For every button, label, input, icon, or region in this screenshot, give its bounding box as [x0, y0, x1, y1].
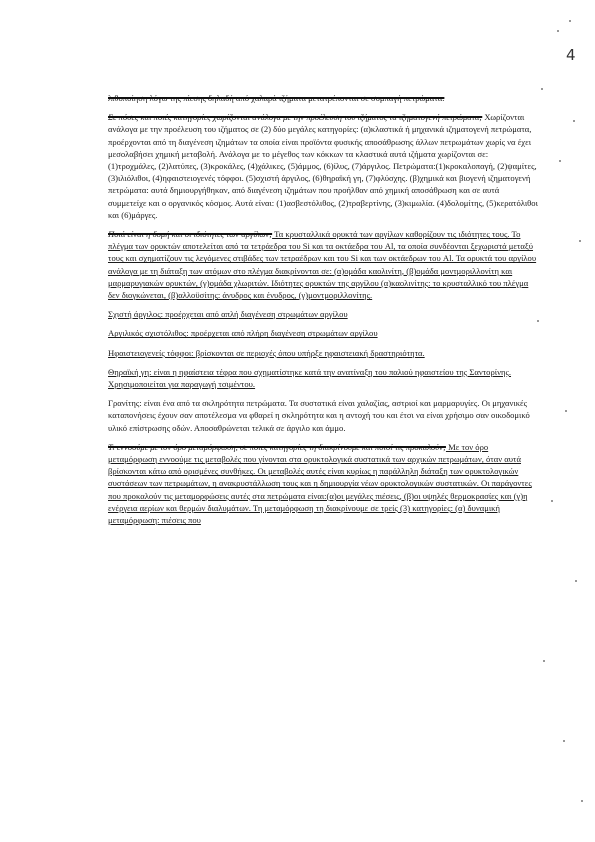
paragraph-text: Με τον όρο μεταμόρφωση εννοούμε τις μεταβολές που γίνονται στα ορυκτολογικά συστατικά των αρχικών πετρωμάτων, όταν αυτά βρίσκονται κάτω από ορισμένες συνθήκες. Οι μεταβολές αυτές είναι κυρίως η παράλληλη διάταξη των ορυκτολογικών συστάσεων των πετρωμάτων, η ανακρυστάλλωση τους και η δημιουργία νέων ορυκτολογικών συστατικών. Οι παράγοντες που προκαλούν τις μεταμορφώσεις αυτές στα πετρώματα είναι:(α)οι μεγάλες πιέσεις, (β)οι υψηλές θερμοκρασίες και (γ)η ενέργεια αερίων και θερμών διαλυμάτων. Τη μεταμόρφωση τη διακρίνουμε σε τρείς (3) κατηγορίες: (α) δυναμική μεταμόρφωση: πιέσεις που [108, 441, 532, 526]
scan-edge-noise [529, 0, 589, 842]
paragraph-text: Σχιστή άργιλος: προέρχεται από απλή διαγένεση στρωμάτων αργίλου [108, 309, 348, 320]
paragraph [108, 366, 538, 390]
scan-speck [557, 30, 559, 32]
scan-speck [559, 160, 561, 162]
scan-speck [543, 660, 545, 662]
paragraph-text: Αργιλικός σχιστόλιθος: προέρχεται από πλήρη διαγένεση στρωμάτων αργίλου [108, 328, 378, 339]
paragraph [108, 111, 538, 221]
paragraph-text: Θηραϊκή γη: είναι η ηφαίστεια τέφρα που σχηματίστηκε κατά την ανατίναξη του παλιού ηφαιστείου της Σαντορίνης. Χρησιμοποιείται για παραγωγή τσιμέντου. [108, 366, 512, 390]
document-body [108, 92, 538, 533]
paragraph-text: Χωρίζονται ανάλογα με την προέλευση του ιζήματος σε (2) δύο μεγάλες κατηγορίες: (α)κλαστικά ή μηχανικά ιζηματογενή πετρώματα, προέρχονται από τη διαγένεση ιζημάτων τα οποία είναι προϊόντα φυσικής αποσάθρωσης άλλων πετρωμάτων χωρίς να έχει μεσολαβήσει χημική μεταβολή. Ανάλογα με το μέγεθος των κόκκων τα κλαστικά αυτά ιζήματα χωρίζονται σε: (1)τροχμάλες, (2)λατύπες, (3)κροκάλες, (4)χάλικες, (5)άμμος, (6)ίλυς, (7)άργιλος. Πετρώματα:(1)κροκαλοπαγή, (2)ψαμίτες, (3)ιλιόλιθοι, (4)ηφαιστειογενές τόφφοι. (5)σχιστή άργιλος, (6)θηραϊκή γη, (7)φλύσχης. (β)χημικά και βιογενή ιζηματογενή πετρώματα: αυτά δημιουργήθηκαν, από διαγένεση ιζημάτων που προήλθαν από χημική αποσάθρωση και σε αυτά συμμετείχε και ο οργανικός κόσμος. Αυτά είναι: (1)ασβεστόλιθος, (2)τραβερτίνης, (3)κιμωλία. (4)δολομίτης, (5)κερατόλιθοι και (6)μάργες. [108, 112, 538, 220]
paragraph [108, 92, 538, 104]
question-heading: Σε πόσες και ποιές κατηγορίες χωρίζονται ανάλογα με την προέλευση του ιζήματος τα ιζηματογενή πετρώματα; [108, 112, 483, 123]
question-heading: Ποιά είναι η δομή και οι ιδιότητες των αργίλων; [108, 229, 273, 240]
scan-speck [569, 20, 571, 22]
paragraph [108, 441, 538, 526]
paragraph [108, 347, 538, 359]
paragraph [108, 327, 538, 339]
page-number: 4 [566, 46, 576, 64]
paragraph [108, 308, 538, 320]
scan-speck [581, 800, 583, 802]
question-heading: Τι εννοούμε με τον όρο μεταμόρφωση, σε ποιες κατηγορίες τη διακρίνουμε και ποιοί τις προκαλούν; [108, 441, 446, 452]
paragraph [108, 228, 538, 301]
scan-speck [541, 88, 543, 90]
paragraph-text: Ηφαιστειογενείς τόφφοι: βρίσκονται σε περιοχές όπου υπήρξε ηφαιστειακή δραστηριότητα. [108, 347, 425, 358]
paragraph-text: λιθοποίηση λόγω της πίεσης δηλαδή από χαλαρά ιζήματα μετατρέπονται σε συμπαγή πετρώματα. [108, 93, 445, 103]
paragraph [108, 397, 538, 434]
scan-speck [551, 500, 553, 502]
scan-speck [575, 580, 577, 582]
scan-speck [579, 240, 581, 242]
paragraph-text: Γρανίτης: είναι ένα από τα σκληρότητα πετρώματα. Τα συστατικά είναι χαλαζίας, αστριοί και μαρμαρυγίες. Οι μηχανικές καταπονήσεις έχουν σαν αποτέλεσμα να φθαρεί η σκληρότητα και η αντοχή του και έτσι να είναι χρήσιμο σαν οικοδομικό υλικό επίστρωσης οδών. Αποσαθρώνεται τελικά σε άργιλο και άμμο. [108, 398, 530, 433]
scan-speck [565, 410, 567, 412]
paragraph-text: Τα κρυσταλλικά ορυκτά των αργίλων καθορίζουν τις ιδιότητες τους. Το πλέγμα των ορυκτών αποτελείται από τα τετράεδρα του Si και τα οκτάεδρα του Al, τα οποία συνδέονται ξεχωριστά μεταξύ τους και σχηματίζουν τις λεγόμενες στιβάδες των τετραέδρων και του Si και των οκτάεδρων του Al. Τα ορυκτά του αργίλου ανάλογα με τη διάταξη των ατόμων στο πλέγμα διακρίνονται σε: (α)ομάδα καολινίτη, (β)ομάδα μοντμοριλλονίτη και μαρμαρυγιακών ορυκτών, (γ)ομάδα χλωριτών. Ιδιότητες ορυκτών της αργίλου (α)καολινίτης: το κρυσταλλικό του πλέγμα δεν διογκώνεται, (β)αλλοϋσίτης: άνυδρος και ένυδρος, (γ)μοντμοριλλονίτης. [108, 229, 537, 301]
scan-speck [573, 120, 575, 122]
scan-speck [563, 740, 565, 742]
